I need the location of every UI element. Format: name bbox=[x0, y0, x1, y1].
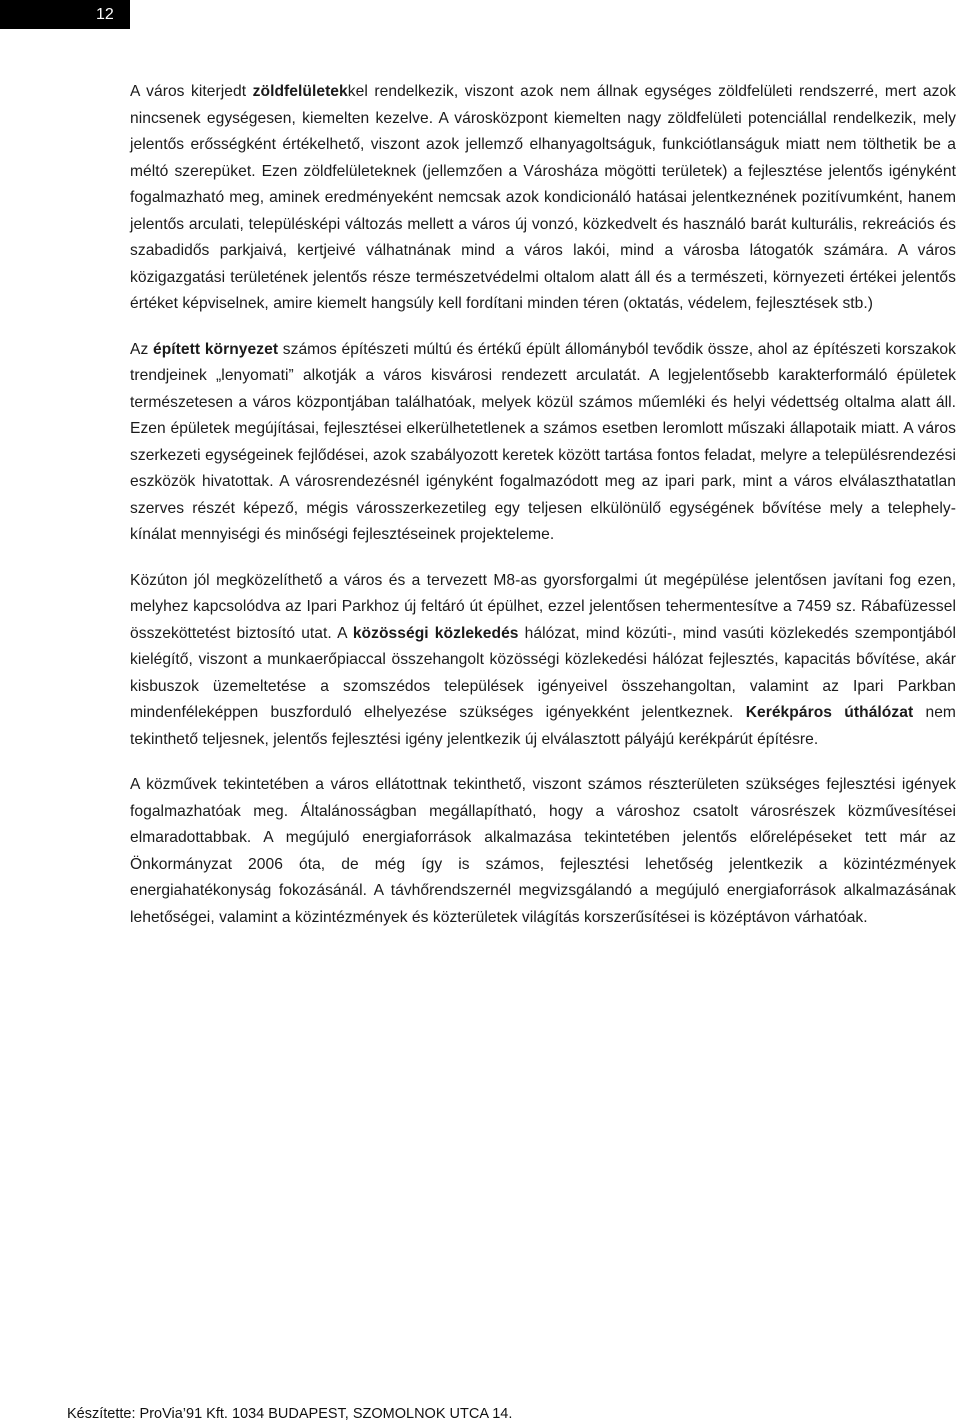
paragraph-built-environment bbox=[130, 337, 956, 549]
text-segment: hálózat, mind közúti-, mind vasúti közlekedés szempontjából kielégítő, viszont a munkaerőpiaccal összehangolt közösségi közlekedési hálózat fejlesztés, kapacitás bővítése, akár kisbuszok üzemeltetése a szomszédos települések igényeivel összehangoltan, valamint az Ipari Parkban mindenféleképpen buszforduló elhelyezése szükséges igényekként jelentkeznek. bbox=[130, 624, 956, 721]
page-number-box bbox=[0, 0, 130, 29]
text-segment: A város kiterjedt bbox=[130, 83, 253, 100]
bold-term-kozossegi-kozlekedes: közösségi közlekedés bbox=[352, 624, 519, 642]
bold-term-epitett-kornyezet: épített környezet bbox=[153, 340, 279, 358]
page-number: 12 bbox=[96, 6, 114, 23]
document-body bbox=[130, 79, 956, 950]
bold-term-kerekparos-uthalozat: Kerékpáros úthálózat bbox=[745, 704, 914, 721]
paragraph-transport bbox=[130, 568, 956, 754]
bold-term-zoldfeluletek: zöldfelületek bbox=[252, 83, 348, 100]
text-segment: számos építészeti múltú és értékű épült állományból tevődik össze, ahol az építészeti korszakok trendjeinek „lenyomati” alkotják a város kisvárosi rendezett arculatát. A legjelentősebb karakterformáló épületek természetesen a város központjában találhatóak, melyek közül számos műemléki és helyi védettség oltalma alatt áll. Ezen épületek megújításai, fejlesztései elkerülhetetlenek a számos esetben leromlott műszaki állapotaik miatt. A város szerkezeti egységeinek fejlődései, azok szabályozott keretek között tartása fontos feladat, melyre a településrendezési eszközök hivatottak. A városrendezésnél igényként fogalmazódott meg az ipari park, mint a város elválaszthatatlan szerves részét képező, mégis városszerkezetileg egy teljesen elkülönülő egységének bővítése mely a telephely-kínálat mennyiségi és minőségi fejlesztéseinek projekteleme. bbox=[130, 340, 957, 543]
text-segment: A közművek tekintetében a város ellátottnak tekinthető, viszont számos részterületen szükséges fejlesztési igények fogalmazhatóak meg. Általánosságban megállapítható, hogy a városhoz csatolt városrészek közművesítései elmaradottabbak. A megújuló energiaforrások alkalmazása tekintetében jelentős előrelépéseket tett már az Önkormányzat 2006 óta, de még így is számos, fejlesztési lehetőség jelentkezik a közintézmények energiahatékonyság fokozásánál. A távhőrendszernél megvizsgálandó a megújuló energiaforrások alkalmazásának lehetőségei, valamint a közintézmények és közterületek világítás korszerűsítései is középtávon várhatóak. bbox=[130, 776, 956, 926]
text-segment: kel rendelkezik, viszont azok nem állnak egységes zöldfelületi rendszerré, mert azok nincsenek egységesen, kiemelten kezelve. A városközpont kiemelten nagy zöldfelületi potenciállal rendelkezik, mely jelentős erősségként értékelhető, viszont azok jellemző elhanyagoltságuk, funkciótlanságuk miatt nem tölthetik be a méltó szerepüket. Ezen zöldfelületeknek (jellemzően a Városháza mögötti területek) a fejlesztése jelentős igényként fogalmazható meg, aminek eredményeként nemcsak azok kondicionáló hatásai jelentkeznének pozitívumként, hanem jelentős arculati, településképi változás mellett a város új vonzó, közkedvelt és használó barát kulturális, rekreációs és szabadidős parkjaivá, kertjeivé válhatnának mind a város lakói, mind a városba látogatók számára. A város közigazgatási területének jelentős része természetvédelmi oltalom alatt áll és a természeti, környezeti értékei jelentős értéket képviselnek, amire kiemelt hangsúly kell fordítani minden téren (oktatás, védelem, fejlesztések stb.) bbox=[130, 83, 956, 312]
text-segment: nem tekinthető teljesnek, jelentős fejlesztési igény jelentkezik új elválasztott pályájú kerékpárút építésre. bbox=[130, 704, 956, 748]
paragraph-utilities bbox=[130, 772, 956, 931]
page-footer: Készítette: ProVia’91 Kft. 1034 BUDAPEST, SZOMOLNOK UTCA 14. bbox=[67, 1406, 513, 1422]
text-segment: Közúton jól megközelíthető a város és a tervezett M8-as gyorsforgalmi út megépülése jelentősen javítani fog ezen, melyhez kapcsolódva az Ipari Parkhoz új feltáró út épülhet, ezzel jelentősen tehermentesítve a 7459 sz. Rábafüzessel összeköttetést biztosító utat. A bbox=[130, 571, 956, 642]
text-segment: Az bbox=[130, 340, 153, 358]
paragraph-green-areas bbox=[130, 79, 956, 318]
